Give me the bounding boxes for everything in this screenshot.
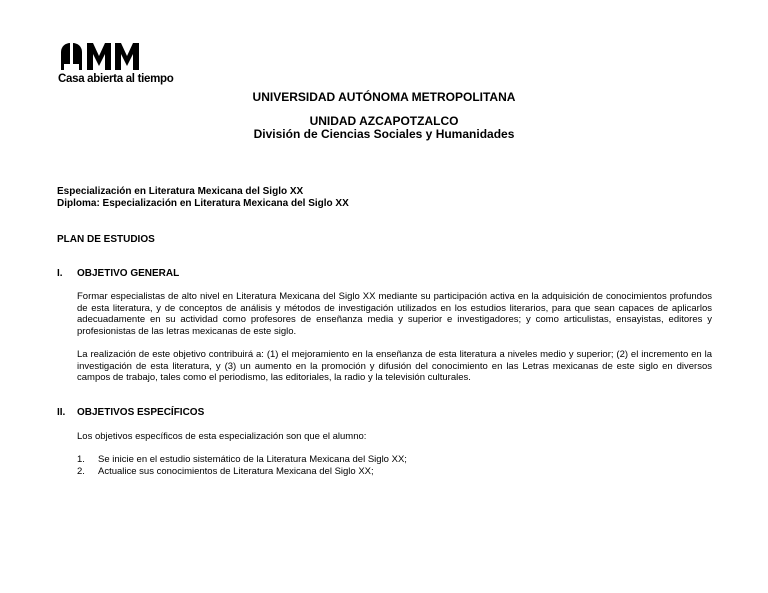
list-item: Se inicie en el estudio sistemático de la Literatura Mexicana del Siglo XX; (98, 454, 407, 465)
plan-title: PLAN DE ESTUDIOS (57, 234, 155, 245)
unit-name: UNIDAD AZCAPOTZALCO (309, 114, 459, 128)
section1-number: I. (57, 268, 63, 279)
section1-paragraph-2: La realización de este objetivo contribuirá a: (1) el mejoramiento en la enseñanza de esta literatura a niveles medio y superior; (2) el incremento en la investigación de esta literatura, y (3) un aumento en la promoción y difusión del conocimiento en las Letras mexicanas de este siglo en diversos campos de trabajo, tales como el periodismo, las editoriales, la radio y la televisión culturales. (77, 349, 712, 384)
section2-title: OBJETIVOS ESPECÍFICOS (77, 407, 205, 418)
list-item: Actualice sus conocimientos de Literatura Mexicana del Siglo XX; (98, 466, 374, 477)
list-item-number: 1. (77, 454, 85, 465)
division-name: División de Ciencias Sociales y Humanidades (253, 127, 515, 141)
section2-number: II. (57, 407, 66, 418)
program-name: Especialización en Literatura Mexicana del Siglo XX (57, 186, 304, 197)
logo-tagline: Casa abierta al tiempo (58, 73, 174, 85)
university-name: UNIVERSIDAD AUTÓNOMA METROPOLITANA (252, 90, 516, 104)
uam-logo-icon (58, 42, 142, 72)
section1-title: OBJETIVO GENERAL (77, 268, 180, 279)
section2-intro: Los objetivos específicos de esta especialización son que el alumno: (77, 431, 367, 442)
section1-paragraph-1: Formar especialistas de alto nivel en Literatura Mexicana del Siglo XX mediante su participación activa en la adquisición de conocimientos profundos de esta literatura, y de conceptos de análisis y métodos de investigación utilizados en los estudios literarios, para que sean capaces de aplicarlos adecuadamente en su actividad como profesores de enseñanza media y superior e investigadores; y como articulistas, ensayistas, editores y profesionistas de las letras mexicanas de este siglo. (77, 291, 712, 337)
program-diploma: Diploma: Especialización en Literatura Mexicana del Siglo XX (57, 198, 349, 209)
list-item-number: 2. (77, 466, 85, 477)
